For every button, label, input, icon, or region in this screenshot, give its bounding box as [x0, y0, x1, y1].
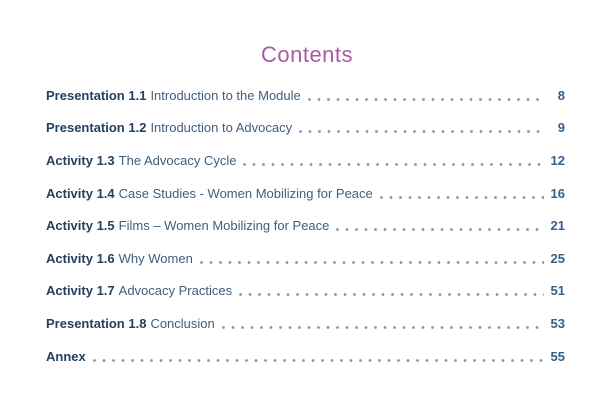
toc-entry-title: Advocacy Practices	[118, 283, 233, 299]
toc-entry-label: Activity 1.6	[46, 250, 115, 266]
toc-entry-page-number: 16	[550, 185, 565, 201]
toc-entry[interactable]	[46, 242, 565, 275]
dot-leader	[243, 163, 544, 166]
dot-leader	[239, 293, 544, 296]
dot-leader	[222, 326, 544, 329]
toc-entry-page-number: 55	[550, 348, 565, 364]
toc-entry-title: Introduction to the Module	[150, 87, 301, 103]
toc-entry[interactable]	[46, 340, 565, 373]
toc-entry-label: Activity 1.4	[46, 185, 115, 201]
toc-entry[interactable]	[46, 79, 565, 112]
dot-leader	[308, 98, 544, 101]
dot-leader	[336, 228, 544, 231]
toc-entry[interactable]	[46, 209, 565, 242]
toc-entry-label: Activity 1.3	[46, 152, 115, 168]
toc-entry-label: Activity 1.7	[46, 283, 115, 299]
toc-entry-title: Case Studies - Women Mobilizing for Peace	[118, 185, 373, 201]
toc-entry-title: Introduction to Advocacy	[150, 120, 293, 136]
toc-entry-page-number: 12	[550, 152, 565, 168]
toc-entry-page-number: 8	[557, 87, 565, 103]
toc-entry-label: Presentation 1.1	[46, 87, 147, 103]
toc-entry-title: Why Women	[118, 250, 193, 266]
dot-leader	[93, 359, 544, 362]
toc-entry[interactable]	[46, 177, 565, 210]
toc-entry-title: Conclusion	[150, 315, 215, 331]
toc-entry[interactable]	[46, 112, 565, 145]
toc-entry-label: Presentation 1.8	[46, 315, 147, 331]
dot-leader	[380, 196, 544, 199]
toc-entry-label: Activity 1.5	[46, 218, 115, 234]
toc-entry-page-number: 25	[550, 250, 565, 266]
dot-leader	[299, 130, 544, 133]
toc-entry[interactable]	[46, 144, 565, 177]
toc-entry-title: Films – Women Mobilizing for Peace	[118, 218, 330, 234]
dot-leader	[200, 261, 544, 264]
toc-entry-label: Annex	[46, 348, 86, 364]
toc-entry-page-number: 51	[550, 283, 565, 299]
toc-entry-page-number: 9	[557, 120, 565, 136]
toc-entry[interactable]	[46, 275, 565, 308]
toc-list	[46, 79, 565, 372]
toc-entry-title: The Advocacy Cycle	[118, 152, 237, 168]
toc-entry-label: Presentation 1.2	[46, 120, 147, 136]
toc-entry[interactable]	[46, 307, 565, 340]
toc-entry-page-number: 21	[550, 218, 565, 234]
page-title: Contents	[260, 42, 354, 67]
toc-entry-page-number: 53	[550, 315, 565, 331]
